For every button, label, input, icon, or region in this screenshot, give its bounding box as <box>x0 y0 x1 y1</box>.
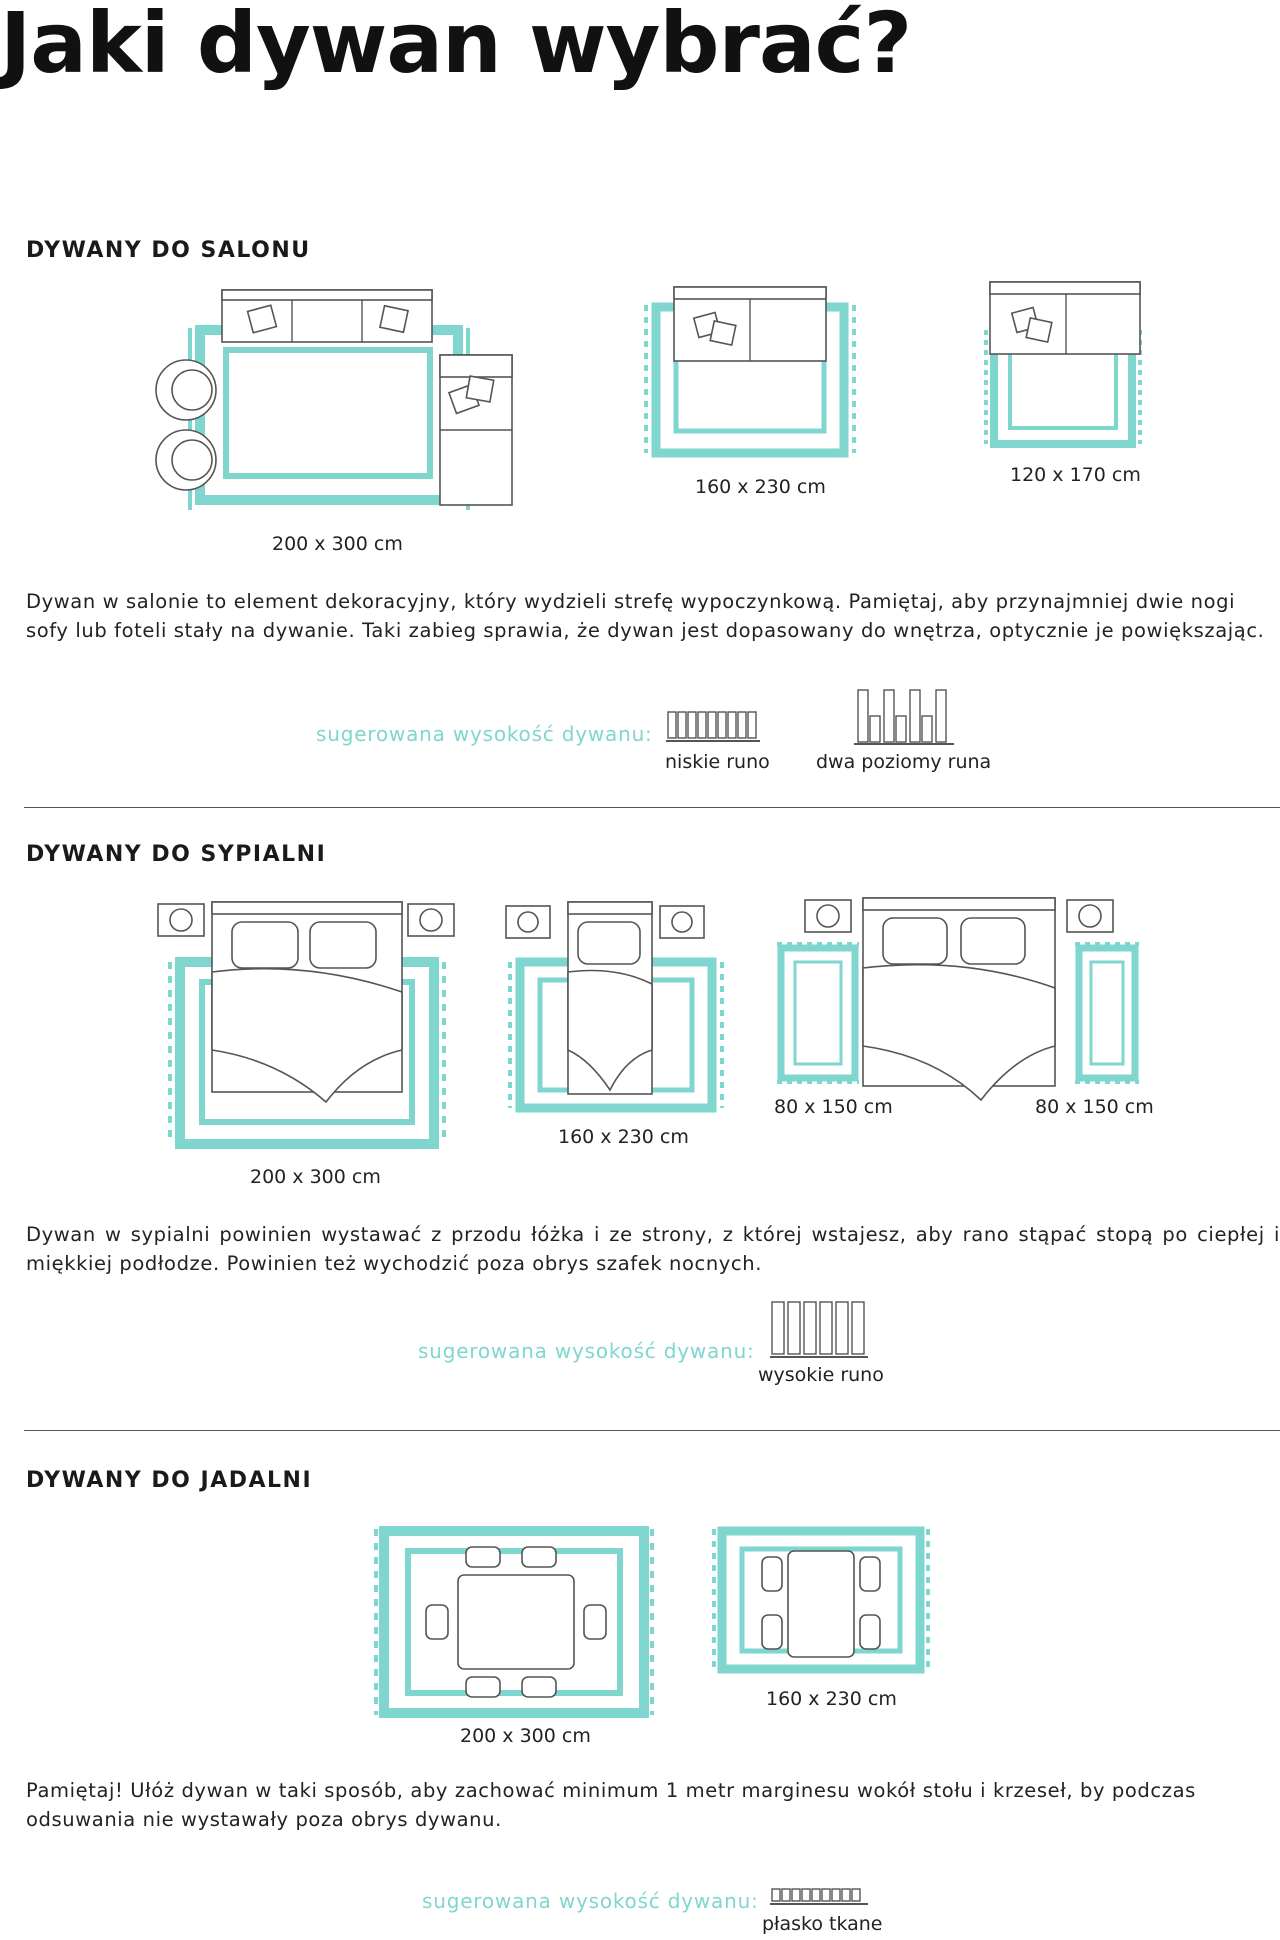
flat-weave-icon <box>770 1886 868 1908</box>
two-level-pile-icon <box>854 688 954 746</box>
size-label: 200 x 300 cm <box>272 533 403 555</box>
page-title: Jaki dywan wybrać? <box>0 0 912 92</box>
suggested-height-label: sugerowana wysokość dywanu: <box>422 1889 759 1913</box>
size-label: 80 x 150 cm <box>774 1096 893 1118</box>
dining-rug-200x300-illustration <box>372 1525 658 1719</box>
section-heading-salon: DYWANY DO SALONU <box>26 238 311 263</box>
size-label: 120 x 170 cm <box>1010 464 1141 486</box>
dining-rug-160x230-illustration <box>712 1525 932 1675</box>
size-label: 80 x 150 cm <box>1035 1096 1154 1118</box>
section-heading-dining: DYWANY DO JADALNI <box>26 1468 313 1493</box>
pile-label-low: niskie runo <box>665 751 770 773</box>
bedroom-rug-160x230-illustration <box>506 900 730 1115</box>
bedroom-rug-200x300-illustration <box>158 900 458 1150</box>
suggested-height-label: sugerowana wysokość dywanu: <box>418 1339 755 1363</box>
high-pile-icon <box>770 1300 868 1360</box>
section-divider <box>24 1430 1280 1431</box>
pile-label-flat: płasko tkane <box>762 1913 883 1935</box>
low-pile-icon <box>666 710 760 744</box>
size-label: 200 x 300 cm <box>250 1166 381 1188</box>
salon-description: Dywan w salonie to element dekoracyjny, który wydzieli strefę wypoczynkową. Pamiętaj, aby przynajmniej dwie nogi sofy lub foteli stały na dywanie. Taki zabieg sprawia, że dywan jest dopasowany do wnętrza, optycznie je powiększając. <box>26 590 1265 642</box>
size-label: 160 x 230 cm <box>766 1688 897 1710</box>
pile-label-two-level: dwa poziomy runa <box>816 751 992 773</box>
suggested-height-label: sugerowana wysokość dywanu: <box>316 722 653 746</box>
section-heading-bedroom: DYWANY DO SYPIALNI <box>26 842 327 867</box>
salon-rug-160x230-illustration <box>642 285 862 460</box>
size-label: 160 x 230 cm <box>558 1126 689 1148</box>
dining-description: Pamiętaj! Ułóż dywan w taki sposób, aby zachować minimum 1 metr marginesu wokół stołu i krzeseł, by podczas odsuwania nie wystawały poza obrys dywanu. <box>26 1779 1196 1831</box>
size-label: 160 x 230 cm <box>695 476 826 498</box>
salon-rug-120x170-illustration <box>984 280 1144 450</box>
pile-label-high: wysokie runo <box>758 1364 884 1386</box>
bedroom-rug-80x150-pair-illustration <box>775 896 1145 1106</box>
bedroom-description: Dywan w sypialni powinien wystawać z przodu łóżka i ze strony, z której wstajesz, aby rano stąpać stopą po ciepłej i miękkiej podłodze. Powinien też wychodzić poza obrys szafek nocnych. <box>26 1223 1280 1275</box>
section-divider <box>24 807 1280 808</box>
size-label: 200 x 300 cm <box>460 1725 591 1747</box>
salon-rug-200x300-illustration <box>150 280 530 520</box>
